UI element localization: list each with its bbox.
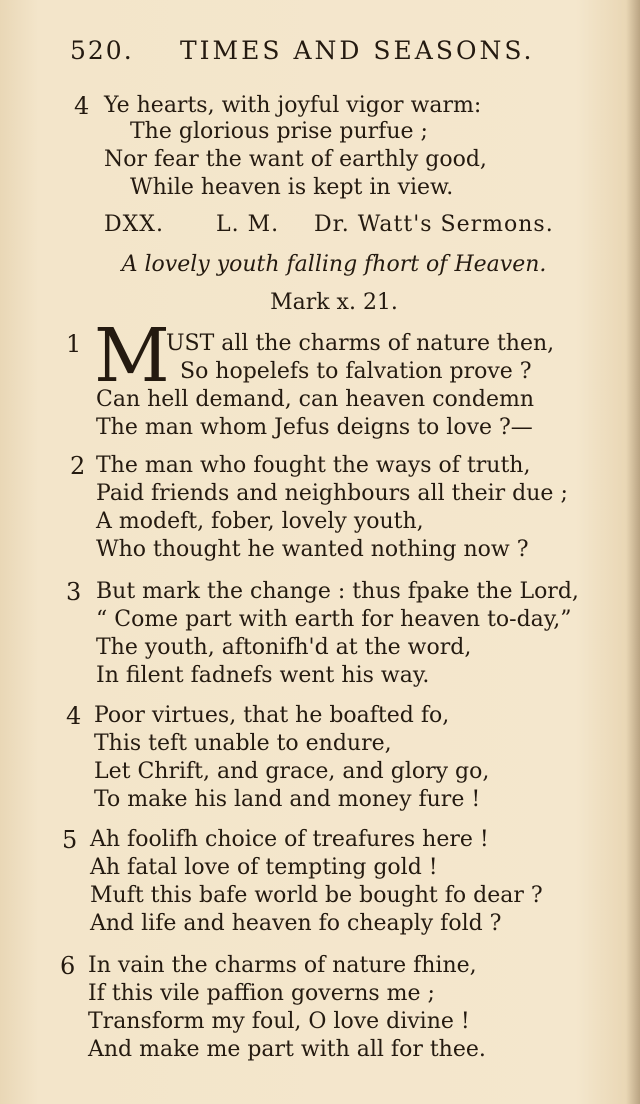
verse-number: 2 [70, 452, 86, 480]
verse-line: Nor fear the want of earthly good, [104, 147, 487, 172]
verse-line: If this vile paffion governs me ; [88, 981, 435, 1006]
verse-line: “ Come part with earth for heaven to-day,” [96, 607, 572, 632]
verse-line: Can hell demand, can heaven condemn [96, 387, 535, 412]
page-edge-shadow [626, 0, 640, 1104]
verse-line: To make his land and money fure ! [94, 787, 481, 812]
page-number: 520. [70, 36, 134, 65]
hymn-subtitle: A lovely youth falling fhort of Heaven. [121, 252, 547, 277]
verse-line: So hopelefs to falvation prove ? [180, 359, 532, 384]
scripture-reference: Mark x. 21. [270, 290, 398, 315]
verse-number: 1 [66, 330, 82, 358]
verse-line: The man whom Jefus deigns to love ?— [96, 415, 533, 440]
verse-line: Ye hearts, with joyful vigor warm: [104, 93, 482, 118]
verse-line: And life and heaven fo cheaply fold ? [90, 911, 502, 936]
verse-line: Ah fatal love of tempting gold ! [90, 855, 438, 880]
verse-line: Ah foolifh choice of treafures here ! [90, 827, 489, 852]
verse-line: Paid friends and neighbours all their due ; [96, 481, 568, 506]
running-header [70, 36, 610, 72]
verse-number: 6 [60, 952, 76, 980]
verse-line: Muft this bafe world be bought fo dear ? [90, 883, 543, 908]
verse-number: 5 [62, 826, 78, 854]
hymn-meter: L. M. [216, 212, 280, 237]
verse-line: In filent fadnefs went his way. [96, 663, 430, 688]
verse-line: But mark the change : thus fpake the Lord, [96, 579, 579, 604]
drop-cap: M [94, 313, 170, 399]
verse-line: Poor virtues, that he boafted fo, [94, 703, 450, 728]
verse-line: Who thought he wanted nothing now ? [96, 537, 529, 562]
verse-line: And make me part with all for thee. [88, 1037, 486, 1062]
hymn-number: DXX. [104, 212, 164, 237]
verse-number: 4 [66, 702, 82, 730]
verse-line: UST all the charms of nature then, [166, 331, 555, 356]
verse-line: Transform my foul, O love divine ! [88, 1009, 470, 1034]
verse-number: 4 [74, 92, 90, 120]
verse-number: 3 [66, 578, 82, 606]
verse-line: The glorious prise purfue ; [130, 119, 428, 144]
verse-line: The youth, aftonifh'd at the word, [96, 635, 472, 660]
verse-line: This teft unable to endure, [94, 731, 392, 756]
hymn-heading [104, 212, 564, 244]
verse-line: Let Chrift, and grace, and glory go, [94, 759, 490, 784]
verse-line: While heaven is kept in view. [130, 175, 454, 200]
running-title: TIMES AND SEASONS. [180, 36, 535, 65]
verse-line: The man who fought the ways of truth, [96, 453, 531, 478]
verse-line: A modeft, fober, lovely youth, [96, 509, 424, 534]
verse-line: In vain the charms of nature fhine, [88, 953, 477, 978]
hymn-source: Dr. Watt's Sermons. [314, 212, 554, 237]
